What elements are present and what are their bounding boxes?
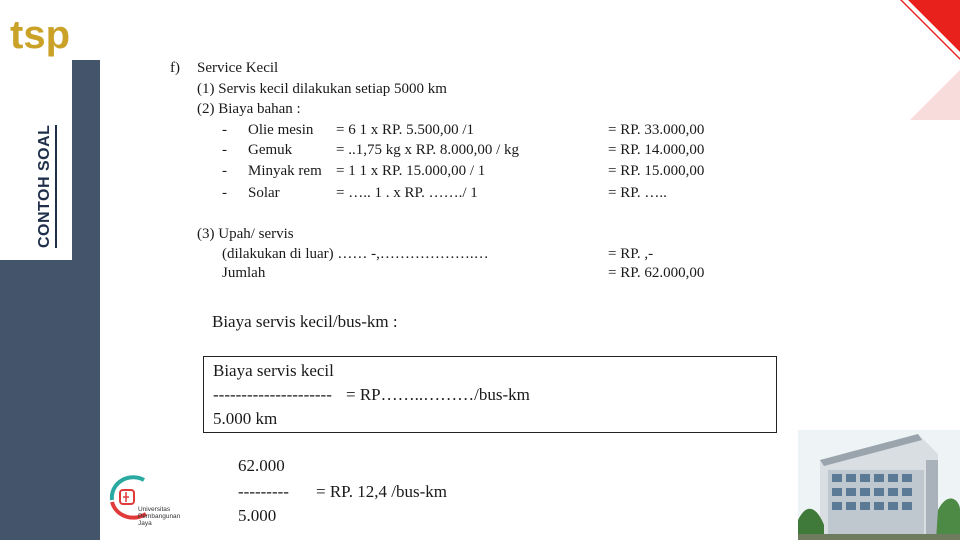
logo-text: tsp [10,13,70,57]
formula-numerator: Biaya servis kecil [213,361,334,380]
item-3-detail: (dilakukan di luar) …… -,……………….… [222,246,489,262]
item-2: (2) Biaya bahan : [197,101,301,117]
material-calc: = 1 1 x RP. 15.000,00 / 1 [336,163,486,179]
result-equals: = RP. 12,4 /bus-km [316,482,447,501]
item-1: (1) Servis kecil dilakukan setiap 5000 km [197,81,447,97]
formula-box [203,356,777,433]
material-calc: = ..1,75 kg x RP. 8.000,00 / kg [336,142,520,158]
result-divider: --------- [238,482,289,501]
bullet: - [222,185,227,201]
material-calc: = ….. 1 . x RP. ……./ 1 [336,185,478,201]
material-name: Gemuk [248,142,293,158]
university-line: Universitas [138,506,171,513]
result-numerator: 62.000 [238,456,285,475]
formula-divider: --------------------- [213,385,332,404]
university-name [138,506,180,527]
section-label: f) [170,60,180,76]
university-line: Pembangunan [138,513,181,520]
formula-denominator: 5.000 km [213,409,278,428]
building-image [798,430,960,540]
bullet: - [222,142,227,158]
tsp-logo [8,10,92,58]
material-total: = RP. 15.000,00 [608,163,705,179]
jumlah-label: Jumlah [222,265,266,281]
material-calc: = 6 1 x RP. 5.500,00 /1 [336,122,475,138]
material-name: Minyak rem [248,163,322,179]
material-total: = RP. ….. [608,185,667,201]
formula-equals: = RP……..………/bus-km [346,385,530,404]
item-3-total: = RP. ,- [608,246,654,262]
university-line: Jaya [138,520,152,527]
sidebar-title: CONTOH SOAL [36,125,57,248]
material-total: = RP. 14.000,00 [608,142,705,158]
jumlah-total: = RP. 62.000,00 [608,265,705,281]
material-total: = RP. 33.000,00 [608,122,705,138]
bullet: - [222,122,227,138]
material-name: Solar [248,185,280,201]
result-denominator: 5.000 [238,506,277,525]
corner-decoration [900,0,960,120]
summary-text: Biaya servis kecil/bus-km : [212,312,398,331]
section-title: Service Kecil [197,60,279,76]
bullet: - [222,163,227,179]
material-name: Olie mesin [248,122,314,138]
item-3: (3) Upah/ servis [197,226,294,242]
